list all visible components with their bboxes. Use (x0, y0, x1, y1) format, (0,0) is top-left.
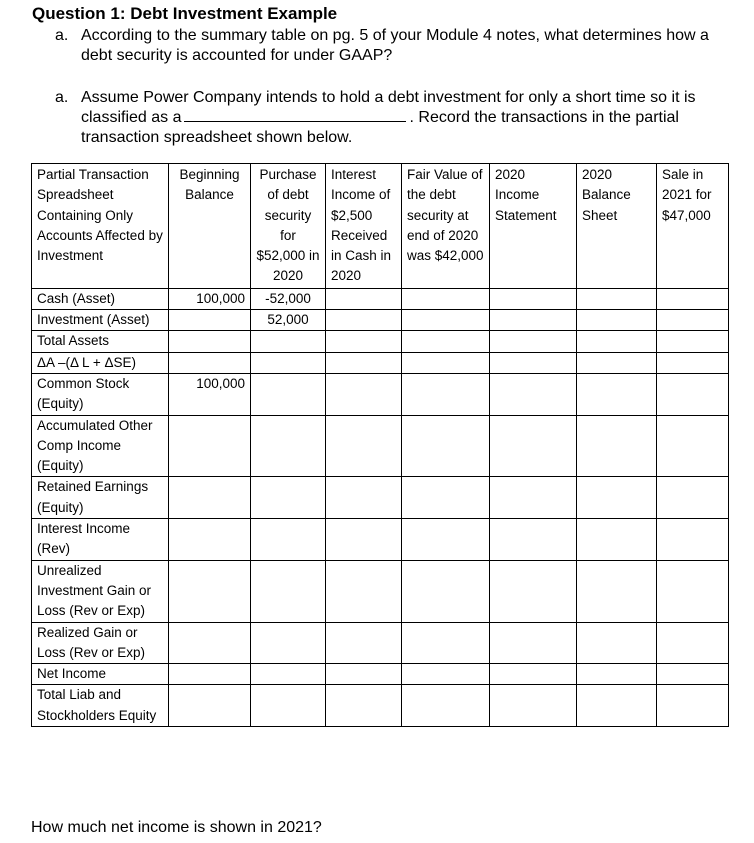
cell-value[interactable] (490, 331, 577, 352)
account-cash: Cash (Asset) (32, 288, 169, 309)
cell-value[interactable] (169, 477, 251, 519)
table-row (32, 664, 729, 685)
question-title: Question 1: Debt Investment Example (32, 4, 338, 23)
table-header-row (32, 164, 729, 289)
part-text-after: . Record the transactions in the partial transaction spreadsheet shown below. (81, 109, 679, 146)
header-fair-value: Fair Value of the debt security at end of 2020 was $42,000 (402, 164, 490, 289)
table-row (32, 622, 729, 664)
cell-value[interactable] (251, 685, 326, 727)
cell-value[interactable] (657, 415, 729, 477)
account-investment: Investment (Asset) (32, 310, 169, 331)
account-retained-earnings: Retained Earnings (Equity) (32, 477, 169, 519)
cell-value[interactable] (402, 622, 490, 664)
table-row (32, 373, 729, 415)
cell-value[interactable] (657, 352, 729, 373)
part-label: a. (55, 27, 69, 44)
cell-value[interactable] (657, 310, 729, 331)
table-row (32, 519, 729, 561)
cell-value[interactable]: 52,000 (251, 310, 326, 331)
cell-value[interactable]: 100,000 (169, 373, 251, 415)
cell-value[interactable] (169, 685, 251, 727)
cell-value[interactable] (577, 352, 657, 373)
account-interest-income: Interest Income (Rev) (32, 519, 169, 561)
cell-value[interactable] (251, 352, 326, 373)
cell-value[interactable] (577, 664, 657, 685)
cell-value[interactable] (251, 664, 326, 685)
cell-value[interactable] (490, 288, 577, 309)
cell-value[interactable] (169, 331, 251, 352)
cell-value[interactable] (490, 622, 577, 664)
cell-value[interactable] (490, 352, 577, 373)
cell-value[interactable] (402, 664, 490, 685)
part-text-before: Assume Power Company intends to hold a debt investment for only a short time so it is classified as a (81, 89, 696, 126)
header-beginning-balance: Beginning Balance (169, 164, 251, 289)
question-part-a-classification (55, 88, 745, 150)
part-label: a. (55, 89, 69, 106)
cell-value[interactable] (326, 477, 402, 519)
account-net-income: Net Income (32, 664, 169, 685)
cell-value[interactable] (577, 685, 657, 727)
account-common-stock: Common Stock (Equity) (32, 373, 169, 415)
cell-value[interactable] (251, 519, 326, 561)
cell-value[interactable] (402, 519, 490, 561)
cell-value[interactable] (657, 622, 729, 664)
cell-value[interactable] (490, 415, 577, 477)
account-unrealized-gain-loss: Unrealized Investment Gain or Loss (Rev or Exp) (32, 560, 169, 622)
question-part-a-gaap (55, 26, 745, 68)
footer-question: How much net income is shown in 2021? (31, 819, 322, 836)
header-sale: Sale in 2021 for $47,000 (657, 164, 729, 289)
table-row (32, 685, 729, 727)
fill-in-blank[interactable] (184, 108, 406, 122)
cell-value[interactable] (490, 477, 577, 519)
transaction-spreadsheet (31, 163, 729, 727)
cell-value[interactable] (490, 373, 577, 415)
cell-value[interactable]: -52,000 (251, 288, 326, 309)
table-row (32, 331, 729, 352)
cell-value[interactable] (169, 622, 251, 664)
cell-value[interactable] (402, 685, 490, 727)
account-balance-check: ΔA –(Δ L + ΔSE) (32, 352, 169, 373)
header-balance-sheet: 2020 Balance Sheet (577, 164, 657, 289)
cell-value[interactable] (490, 664, 577, 685)
cell-value[interactable] (577, 519, 657, 561)
cell-value[interactable] (402, 352, 490, 373)
part-text: According to the summary table on pg. 5 of your Module 4 notes, what determines how a debt security is accounted for under GAAP? (81, 27, 709, 64)
cell-value[interactable] (577, 477, 657, 519)
table-row (32, 288, 729, 309)
cell-value[interactable] (657, 477, 729, 519)
cell-value[interactable] (326, 622, 402, 664)
cell-value[interactable] (251, 560, 326, 622)
cell-value[interactable] (402, 331, 490, 352)
cell-value[interactable] (326, 519, 402, 561)
header-interest-income: Interest Income of $2,500 Received in Cash in 2020 (326, 164, 402, 289)
cell-value[interactable] (326, 310, 402, 331)
cell-value[interactable] (402, 415, 490, 477)
cell-value[interactable] (577, 288, 657, 309)
table-row (32, 352, 729, 373)
cell-value[interactable] (577, 622, 657, 664)
cell-value[interactable] (490, 519, 577, 561)
header-purchase: Purchase of debt security for $52,000 in 2020 (251, 164, 326, 289)
cell-value[interactable] (169, 664, 251, 685)
table-row (32, 477, 729, 519)
cell-value[interactable] (657, 519, 729, 561)
cell-value[interactable] (169, 560, 251, 622)
cell-value[interactable] (490, 685, 577, 727)
cell-value[interactable] (657, 560, 729, 622)
cell-value[interactable] (251, 415, 326, 477)
cell-value[interactable] (577, 560, 657, 622)
table-row (32, 415, 729, 477)
cell-value[interactable] (169, 352, 251, 373)
cell-value[interactable] (251, 477, 326, 519)
cell-value[interactable] (326, 352, 402, 373)
cell-value[interactable] (169, 519, 251, 561)
cell-value[interactable]: 100,000 (169, 288, 251, 309)
cell-value[interactable] (657, 331, 729, 352)
cell-value[interactable] (577, 310, 657, 331)
cell-value[interactable] (251, 622, 326, 664)
cell-value[interactable] (326, 373, 402, 415)
cell-value[interactable] (326, 664, 402, 685)
part-text (81, 88, 741, 148)
cell-value[interactable] (657, 664, 729, 685)
cell-value[interactable] (402, 477, 490, 519)
account-realized-gain-loss: Realized Gain or Loss (Rev or Exp) (32, 622, 169, 664)
cell-value[interactable] (490, 310, 577, 331)
account-total-liab-equity: Total Liab and Stockholders Equity (32, 685, 169, 727)
cell-value[interactable] (326, 560, 402, 622)
cell-value[interactable] (326, 685, 402, 727)
cell-value[interactable] (577, 373, 657, 415)
cell-value[interactable] (326, 415, 402, 477)
table-row (32, 310, 729, 331)
cell-value[interactable] (657, 288, 729, 309)
cell-value[interactable] (657, 685, 729, 727)
cell-value[interactable] (402, 560, 490, 622)
cell-value[interactable] (402, 288, 490, 309)
header-income-statement: 2020 Income Statement (490, 164, 577, 289)
cell-value[interactable] (402, 373, 490, 415)
cell-value[interactable] (577, 331, 657, 352)
cell-value[interactable] (402, 310, 490, 331)
cell-value[interactable] (169, 310, 251, 331)
header-account: Partial Transaction Spreadsheet Containing Only Accounts Affected by Investment (32, 164, 169, 289)
cell-value[interactable] (326, 331, 402, 352)
cell-value[interactable] (657, 373, 729, 415)
cell-value[interactable] (326, 288, 402, 309)
cell-value[interactable] (169, 415, 251, 477)
cell-value[interactable] (251, 331, 326, 352)
account-total-assets: Total Assets (32, 331, 169, 352)
cell-value[interactable] (490, 560, 577, 622)
cell-value[interactable] (251, 373, 326, 415)
account-aoci: Accumulated Other Comp Income (Equity) (32, 415, 169, 477)
table-row (32, 560, 729, 622)
cell-value[interactable] (577, 415, 657, 477)
